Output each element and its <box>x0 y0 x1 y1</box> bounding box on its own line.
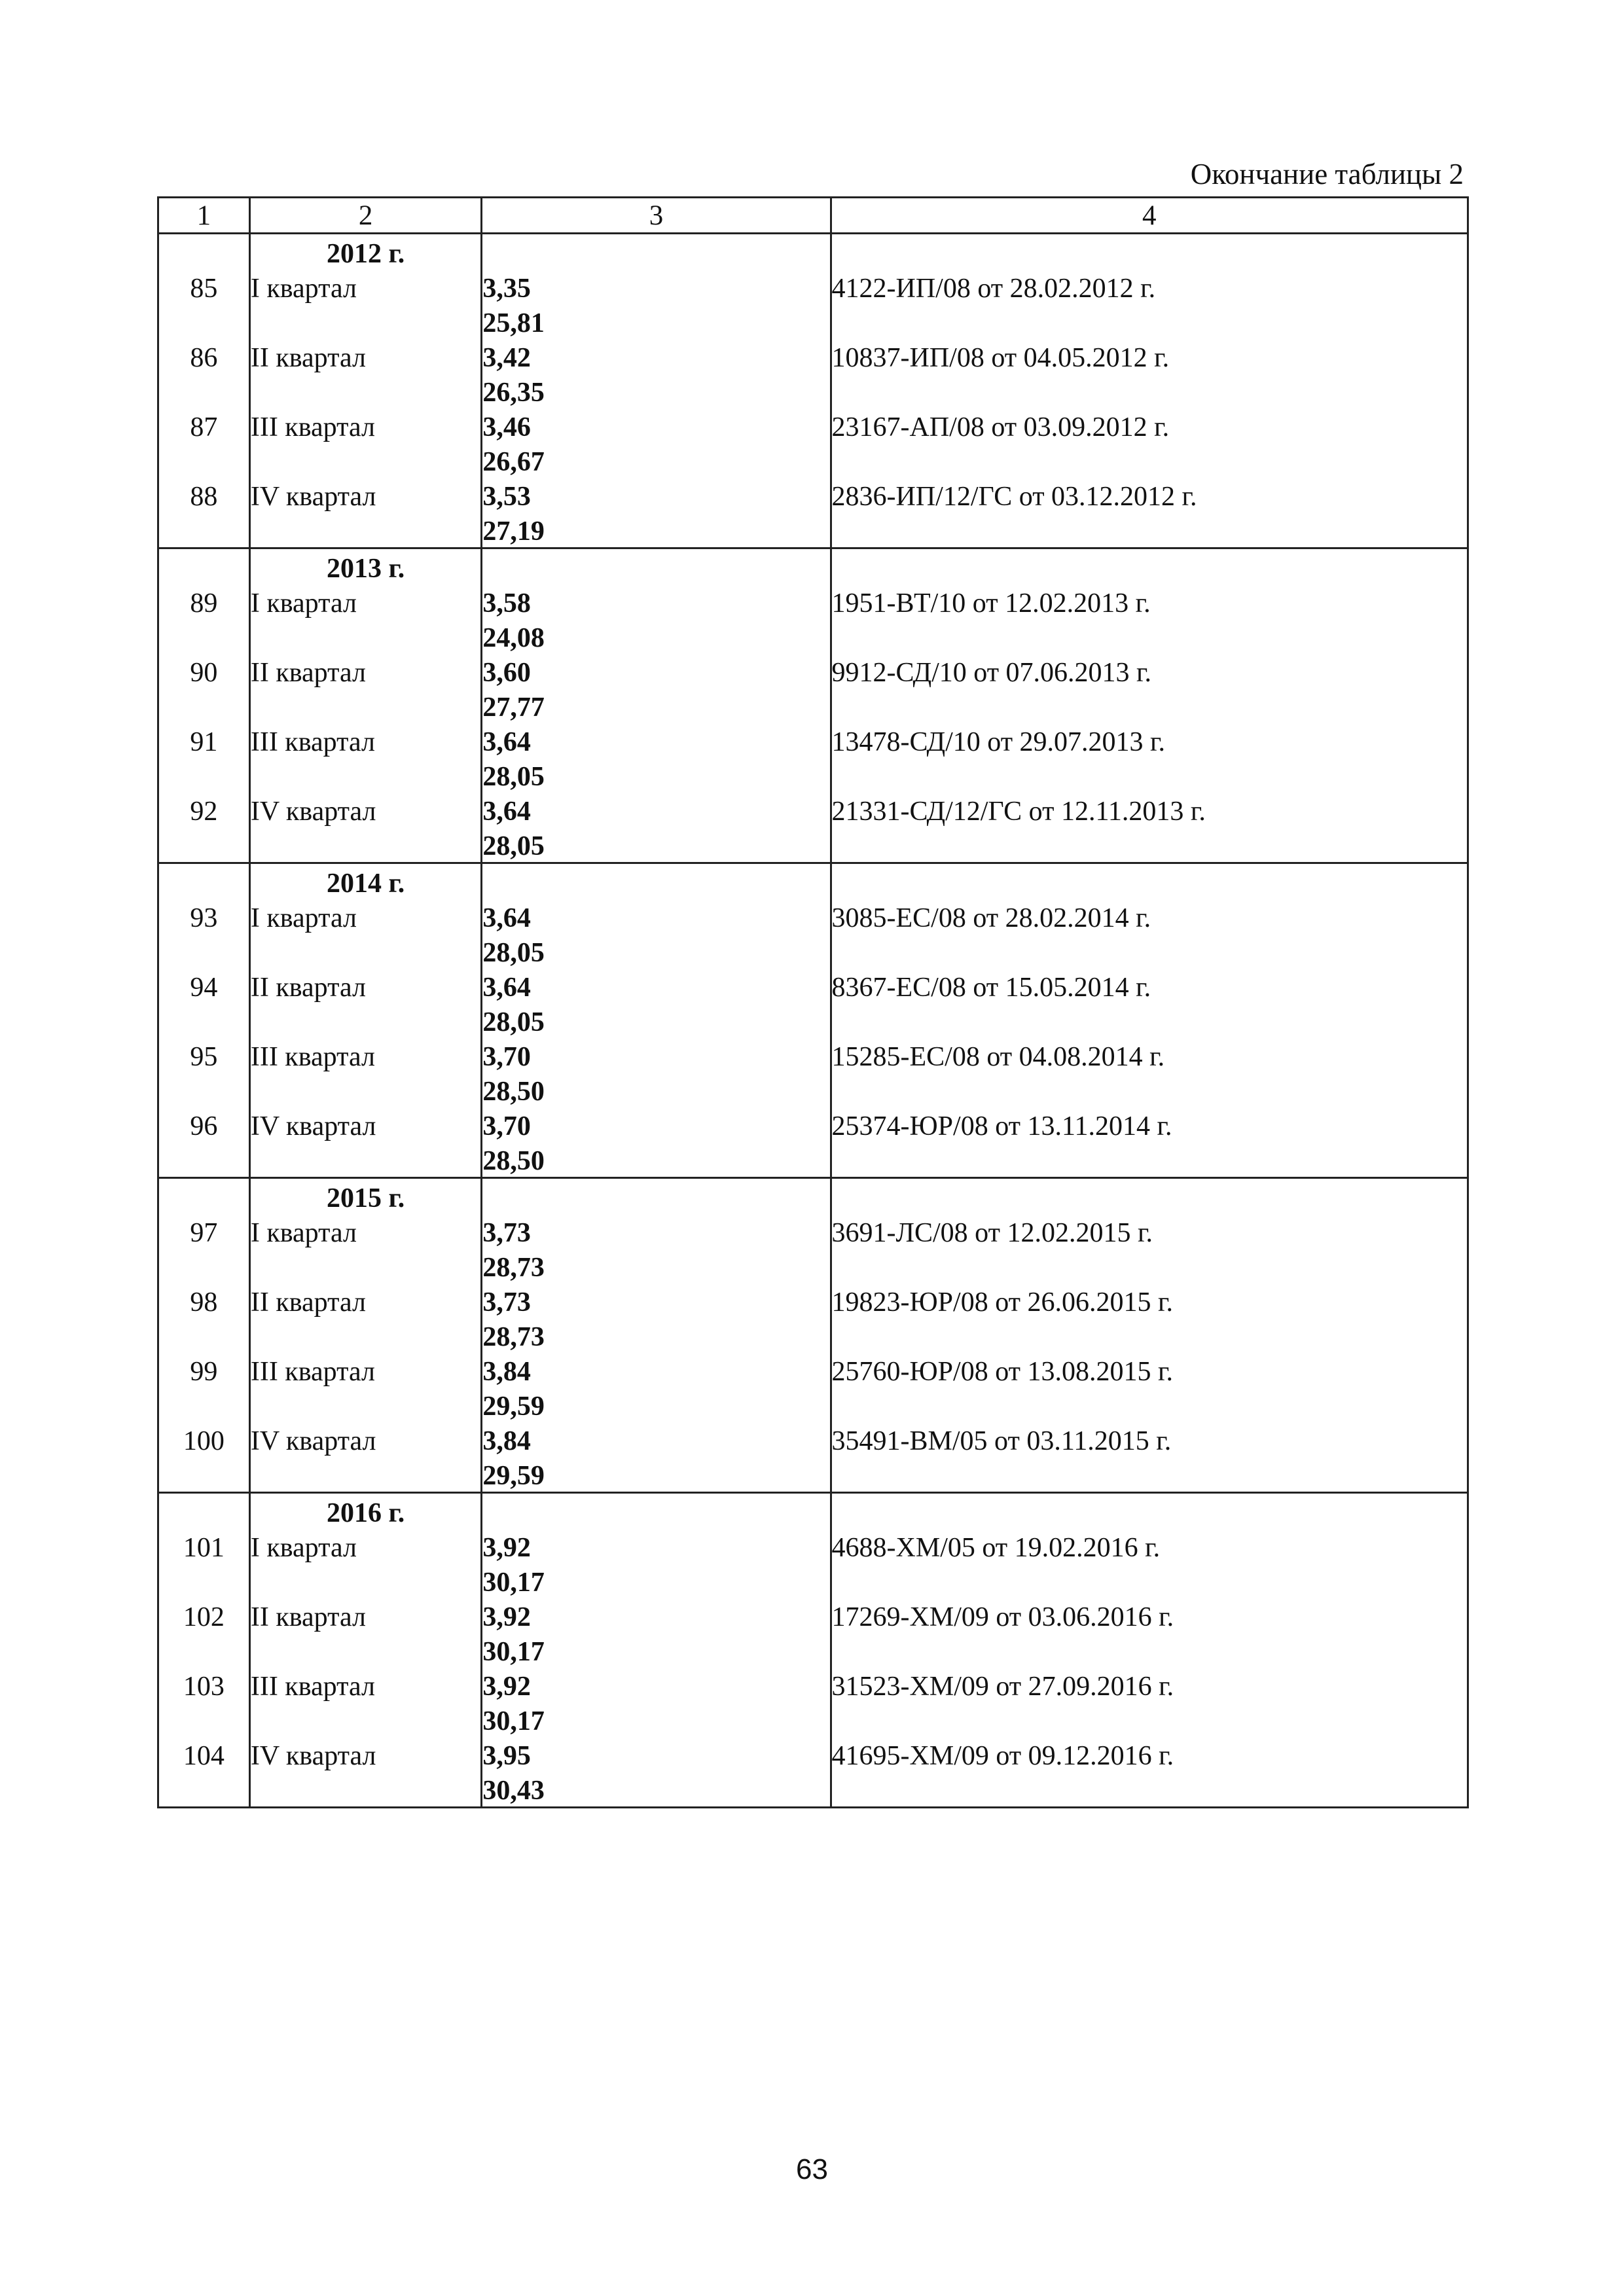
empty-cell <box>482 1493 831 1530</box>
index-value: 3,64 <box>482 969 831 1003</box>
empty-cell <box>158 1564 250 1598</box>
empty-cell <box>158 1249 250 1283</box>
letter-reference: 4688-ХМ/05 от 19.02.2016 г. <box>831 1529 1468 1564</box>
table-row-second-line <box>158 934 1468 969</box>
letter-reference: 9912-СД/10 от 07.06.2013 г. <box>831 654 1468 689</box>
quarter-label: IV квартал <box>249 478 482 512</box>
empty-cell <box>158 443 250 478</box>
year-label: 2014 г. <box>249 863 482 900</box>
empty-cell <box>158 1633 250 1668</box>
table-row <box>158 1598 1468 1633</box>
quarter-label: II квартал <box>249 1598 482 1633</box>
table-row <box>158 270 1468 304</box>
empty-cell <box>831 1003 1468 1038</box>
empty-cell <box>831 374 1468 408</box>
empty-cell <box>831 1457 1468 1493</box>
empty-cell <box>158 827 250 863</box>
row-number: 101 <box>158 1529 250 1564</box>
empty-cell <box>158 374 250 408</box>
table-row <box>158 1353 1468 1388</box>
empty-cell <box>158 304 250 339</box>
empty-cell <box>158 1073 250 1107</box>
empty-cell <box>249 934 482 969</box>
table-row <box>158 339 1468 374</box>
empty-cell <box>831 1772 1468 1808</box>
empty-cell <box>831 1388 1468 1422</box>
empty-cell <box>482 234 831 270</box>
index-value-secondary: 28,50 <box>482 1073 831 1107</box>
table-row-second-line <box>158 1633 1468 1668</box>
empty-cell <box>831 1142 1468 1178</box>
table-row-second-line <box>158 1457 1468 1493</box>
empty-cell <box>158 1772 250 1808</box>
table-row <box>158 654 1468 689</box>
quarter-label: II квартал <box>249 1283 482 1318</box>
empty-cell <box>158 863 250 900</box>
letter-reference: 25760-ЮР/08 от 13.08.2015 г. <box>831 1353 1468 1388</box>
year-row <box>158 863 1468 900</box>
table-row <box>158 723 1468 758</box>
row-number: 97 <box>158 1214 250 1249</box>
table-row-second-line <box>158 512 1468 548</box>
empty-cell <box>249 1073 482 1107</box>
empty-cell <box>831 512 1468 548</box>
letter-reference: 41695-ХМ/09 от 09.12.2016 г. <box>831 1737 1468 1772</box>
empty-cell <box>249 1249 482 1283</box>
empty-cell <box>249 1142 482 1178</box>
table-row <box>158 1737 1468 1772</box>
row-number: 94 <box>158 969 250 1003</box>
year-row <box>158 234 1468 270</box>
empty-cell <box>249 1702 482 1737</box>
empty-cell <box>158 1003 250 1038</box>
row-number: 99 <box>158 1353 250 1388</box>
column-header: 3 <box>482 198 831 234</box>
table-row-second-line <box>158 619 1468 654</box>
row-number: 100 <box>158 1422 250 1457</box>
index-value: 3,70 <box>482 1107 831 1142</box>
data-table <box>157 196 1469 1808</box>
letter-reference: 17269-ХМ/09 от 03.06.2016 г. <box>831 1598 1468 1633</box>
index-value-secondary: 28,50 <box>482 1142 831 1178</box>
quarter-label: IV квартал <box>249 1422 482 1457</box>
year-label: 2013 г. <box>249 548 482 585</box>
table-row-second-line <box>158 1702 1468 1737</box>
empty-cell <box>831 863 1468 900</box>
row-number: 85 <box>158 270 250 304</box>
table-row <box>158 1038 1468 1073</box>
letter-reference: 8367-ЕС/08 от 15.05.2014 г. <box>831 969 1468 1003</box>
index-value: 3,95 <box>482 1737 831 1772</box>
table-row-second-line <box>158 1073 1468 1107</box>
year-label: 2016 г. <box>249 1493 482 1530</box>
empty-cell <box>158 548 250 585</box>
quarter-label: I квартал <box>249 899 482 934</box>
letter-reference: 1951-ВТ/10 от 12.02.2013 г. <box>831 584 1468 619</box>
empty-cell <box>831 934 1468 969</box>
empty-cell <box>831 1073 1468 1107</box>
table-row <box>158 899 1468 934</box>
empty-cell <box>249 374 482 408</box>
empty-cell <box>831 304 1468 339</box>
table-row-second-line <box>158 443 1468 478</box>
quarter-label: III квартал <box>249 1668 482 1702</box>
empty-cell <box>831 619 1468 654</box>
empty-cell <box>831 1702 1468 1737</box>
letter-reference: 15285-ЕС/08 от 04.08.2014 г. <box>831 1038 1468 1073</box>
index-value-secondary: 28,05 <box>482 758 831 793</box>
table-row <box>158 793 1468 827</box>
table-row-second-line <box>158 758 1468 793</box>
index-value: 3,42 <box>482 339 831 374</box>
year-row <box>158 1493 1468 1530</box>
empty-cell <box>158 934 250 969</box>
empty-cell <box>249 1388 482 1422</box>
index-value-secondary: 29,59 <box>482 1388 831 1422</box>
empty-cell <box>249 443 482 478</box>
quarter-label: I квартал <box>249 270 482 304</box>
letter-reference: 2836-ИП/12/ГС от 03.12.2012 г. <box>831 478 1468 512</box>
row-number: 93 <box>158 899 250 934</box>
empty-cell <box>249 512 482 548</box>
quarter-label: IV квартал <box>249 793 482 827</box>
table-row-second-line <box>158 1003 1468 1038</box>
row-number: 87 <box>158 408 250 443</box>
index-value: 3,58 <box>482 584 831 619</box>
index-value-secondary: 28,73 <box>482 1249 831 1283</box>
empty-cell <box>249 1003 482 1038</box>
table-row-second-line <box>158 1388 1468 1422</box>
row-number: 102 <box>158 1598 250 1633</box>
empty-cell <box>831 1493 1468 1530</box>
row-number: 103 <box>158 1668 250 1702</box>
empty-cell <box>158 1142 250 1178</box>
empty-cell <box>249 1318 482 1353</box>
column-header: 1 <box>158 198 250 234</box>
letter-reference: 3691-ЛС/08 от 12.02.2015 г. <box>831 1214 1468 1249</box>
empty-cell <box>831 689 1468 723</box>
empty-cell <box>249 619 482 654</box>
table-row <box>158 408 1468 443</box>
index-value: 3,64 <box>482 723 831 758</box>
row-number: 96 <box>158 1107 250 1142</box>
column-header: 2 <box>249 198 482 234</box>
row-number: 92 <box>158 793 250 827</box>
empty-cell <box>831 758 1468 793</box>
index-value-secondary: 29,59 <box>482 1457 831 1493</box>
year-row <box>158 548 1468 585</box>
empty-cell <box>158 758 250 793</box>
index-value-secondary: 25,81 <box>482 304 831 339</box>
empty-cell <box>249 304 482 339</box>
index-value: 3,92 <box>482 1598 831 1633</box>
empty-cell <box>249 827 482 863</box>
table-row <box>158 1668 1468 1702</box>
letter-reference: 4122-ИП/08 от 28.02.2012 г. <box>831 270 1468 304</box>
index-value-secondary: 27,77 <box>482 689 831 723</box>
empty-cell <box>482 1178 831 1215</box>
index-value-secondary: 30,17 <box>482 1633 831 1668</box>
letter-reference: 31523-ХМ/09 от 27.09.2016 г. <box>831 1668 1468 1702</box>
row-number: 88 <box>158 478 250 512</box>
year-row <box>158 1178 1468 1215</box>
empty-cell <box>249 1457 482 1493</box>
table-row-second-line <box>158 304 1468 339</box>
empty-cell <box>249 689 482 723</box>
table-row-second-line <box>158 1142 1468 1178</box>
row-number: 90 <box>158 654 250 689</box>
row-number: 89 <box>158 584 250 619</box>
index-value-secondary: 27,19 <box>482 512 831 548</box>
index-value: 3,60 <box>482 654 831 689</box>
table-row <box>158 1422 1468 1457</box>
letter-reference: 35491-ВМ/05 от 03.11.2015 г. <box>831 1422 1468 1457</box>
empty-cell <box>249 1772 482 1808</box>
empty-cell <box>831 1564 1468 1598</box>
empty-cell <box>831 827 1468 863</box>
empty-cell <box>158 512 250 548</box>
empty-cell <box>158 1388 250 1422</box>
empty-cell <box>831 1178 1468 1215</box>
table-row-second-line <box>158 1564 1468 1598</box>
letter-reference: 21331-СД/12/ГС от 12.11.2013 г. <box>831 793 1468 827</box>
row-number: 95 <box>158 1038 250 1073</box>
quarter-label: III квартал <box>249 723 482 758</box>
table-row <box>158 1529 1468 1564</box>
header-row <box>158 198 1468 234</box>
row-number: 104 <box>158 1737 250 1772</box>
letter-reference: 23167-АП/08 от 03.09.2012 г. <box>831 408 1468 443</box>
index-value: 3,64 <box>482 899 831 934</box>
quarter-label: I квартал <box>249 584 482 619</box>
quarter-label: II квартал <box>249 654 482 689</box>
empty-cell <box>158 689 250 723</box>
year-label: 2012 г. <box>249 234 482 270</box>
quarter-label: III квартал <box>249 408 482 443</box>
row-number: 91 <box>158 723 250 758</box>
index-value-secondary: 26,35 <box>482 374 831 408</box>
quarter-label: IV квартал <box>249 1737 482 1772</box>
quarter-label: II квартал <box>249 339 482 374</box>
empty-cell <box>482 863 831 900</box>
index-value: 3,64 <box>482 793 831 827</box>
empty-cell <box>158 619 250 654</box>
letter-reference: 19823-ЮР/08 от 26.06.2015 г. <box>831 1283 1468 1318</box>
letter-reference: 13478-СД/10 от 29.07.2013 г. <box>831 723 1468 758</box>
year-label: 2015 г. <box>249 1178 482 1215</box>
quarter-label: III квартал <box>249 1353 482 1388</box>
table-row <box>158 478 1468 512</box>
index-value-secondary: 30,17 <box>482 1564 831 1598</box>
page-number: 63 <box>796 2153 828 2185</box>
index-value: 3,92 <box>482 1529 831 1564</box>
index-value-secondary: 30,17 <box>482 1702 831 1737</box>
row-number: 98 <box>158 1283 250 1318</box>
empty-cell <box>249 1564 482 1598</box>
table-row-second-line <box>158 827 1468 863</box>
table-row-second-line <box>158 1772 1468 1808</box>
quarter-label: I квартал <box>249 1529 482 1564</box>
empty-cell <box>482 548 831 585</box>
table-body <box>158 234 1468 1808</box>
table-row-second-line <box>158 1318 1468 1353</box>
index-value: 3,84 <box>482 1353 831 1388</box>
empty-cell <box>831 1318 1468 1353</box>
table-row-second-line <box>158 374 1468 408</box>
empty-cell <box>831 443 1468 478</box>
quarter-label: III квартал <box>249 1038 482 1073</box>
index-value: 3,92 <box>482 1668 831 1702</box>
table-row <box>158 969 1468 1003</box>
empty-cell <box>249 1633 482 1668</box>
empty-cell <box>831 548 1468 585</box>
empty-cell <box>158 1178 250 1215</box>
index-value: 3,53 <box>482 478 831 512</box>
empty-cell <box>249 758 482 793</box>
index-value: 3,73 <box>482 1214 831 1249</box>
empty-cell <box>831 1249 1468 1283</box>
quarter-label: I квартал <box>249 1214 482 1249</box>
table-caption: Окончание таблицы 2 <box>1190 158 1464 190</box>
letter-reference: 25374-ЮР/08 от 13.11.2014 г. <box>831 1107 1468 1142</box>
index-value-secondary: 28,73 <box>482 1318 831 1353</box>
empty-cell <box>158 1702 250 1737</box>
quarter-label: II квартал <box>249 969 482 1003</box>
empty-cell <box>158 1493 250 1530</box>
letter-reference: 10837-ИП/08 от 04.05.2012 г. <box>831 339 1468 374</box>
index-value-secondary: 30,43 <box>482 1772 831 1808</box>
quarter-label: IV квартал <box>249 1107 482 1142</box>
index-value-secondary: 26,67 <box>482 443 831 478</box>
table-row-second-line <box>158 689 1468 723</box>
index-value: 3,70 <box>482 1038 831 1073</box>
table-row-second-line <box>158 1249 1468 1283</box>
empty-cell <box>158 1318 250 1353</box>
index-value-secondary: 28,05 <box>482 827 831 863</box>
index-value: 3,84 <box>482 1422 831 1457</box>
letter-reference: 3085-ЕС/08 от 28.02.2014 г. <box>831 899 1468 934</box>
table-row <box>158 1107 1468 1142</box>
index-value-secondary: 24,08 <box>482 619 831 654</box>
table-row <box>158 1214 1468 1249</box>
empty-cell <box>831 234 1468 270</box>
empty-cell <box>158 234 250 270</box>
index-value-secondary: 28,05 <box>482 934 831 969</box>
column-header: 4 <box>831 198 1468 234</box>
empty-cell <box>831 1633 1468 1668</box>
table-row <box>158 584 1468 619</box>
index-value: 3,46 <box>482 408 831 443</box>
empty-cell <box>158 1457 250 1493</box>
index-value-secondary: 28,05 <box>482 1003 831 1038</box>
row-number: 86 <box>158 339 250 374</box>
index-value: 3,35 <box>482 270 831 304</box>
table-row <box>158 1283 1468 1318</box>
index-value: 3,73 <box>482 1283 831 1318</box>
